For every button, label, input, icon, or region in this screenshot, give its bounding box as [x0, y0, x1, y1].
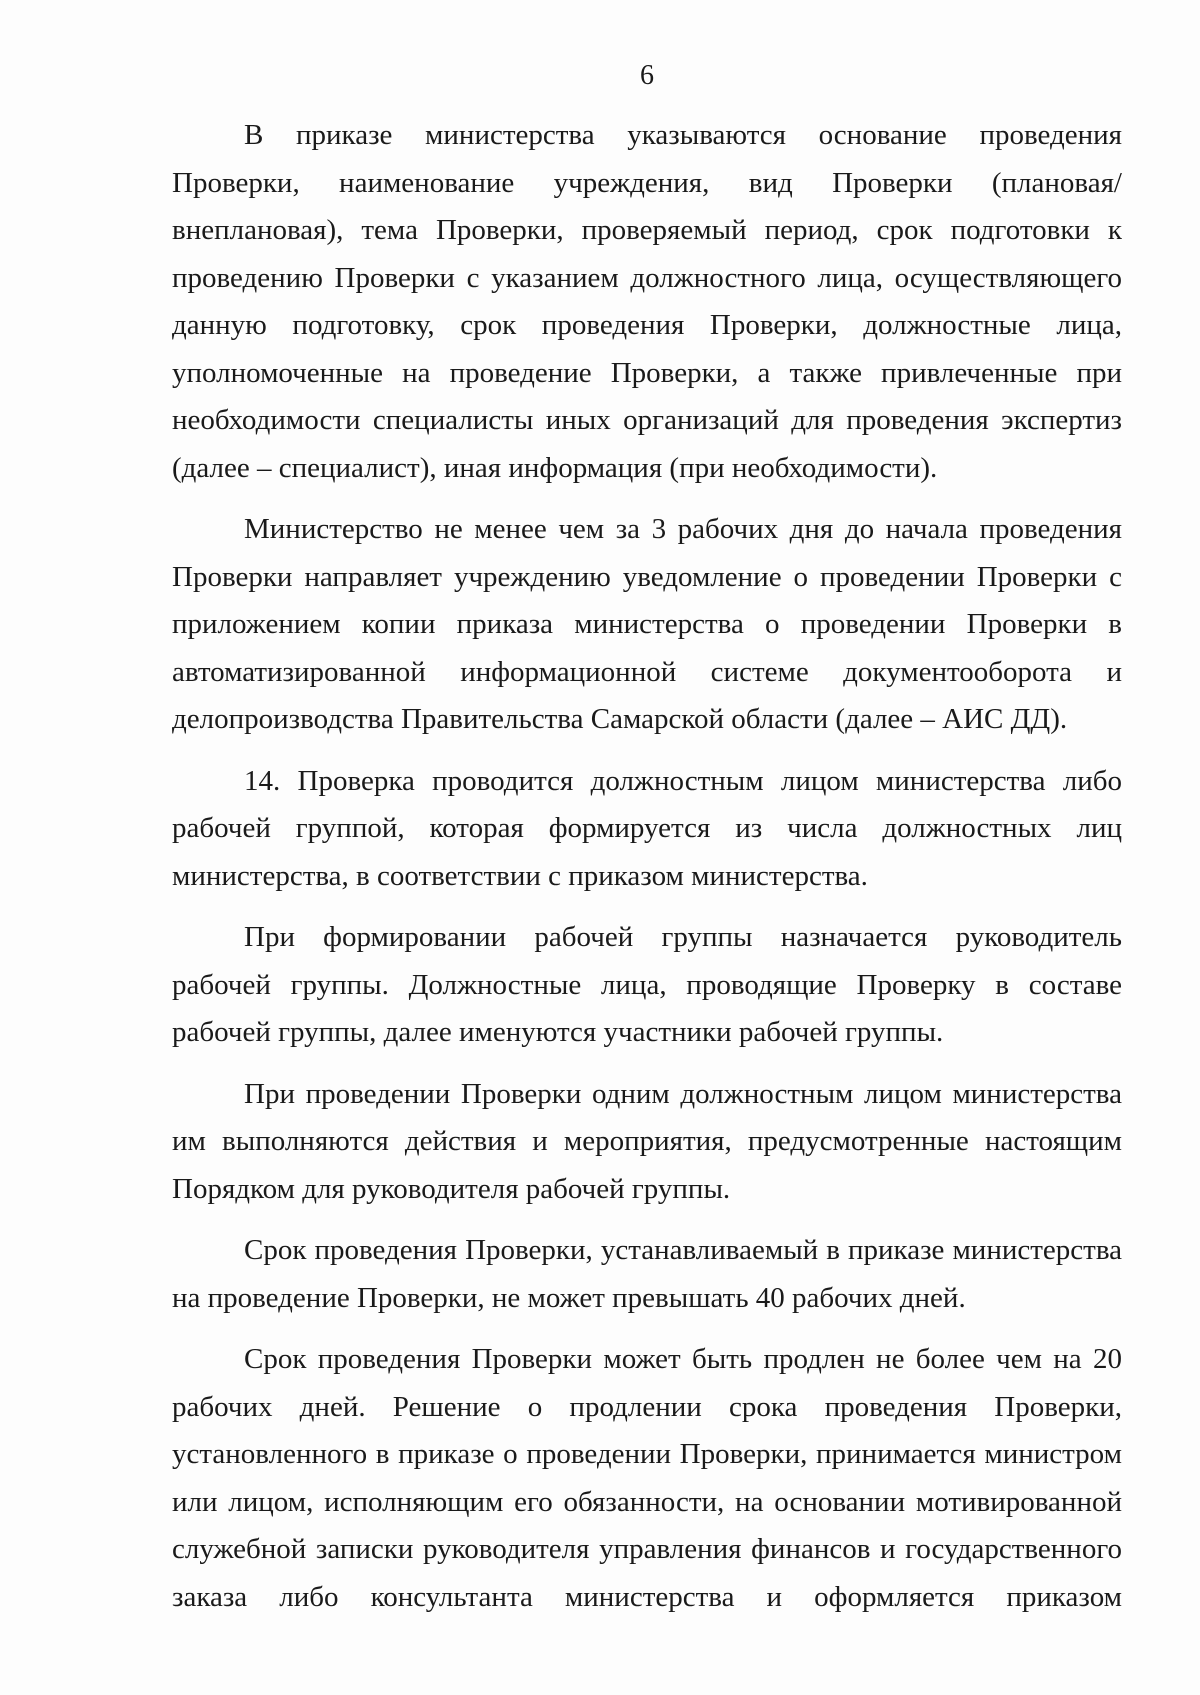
document-body: [172, 112, 1122, 1621]
paragraph-single-official: При проведении Проверки одним должностным лицом министерства им выполняются действия и мероприятия, предусмотренные настоящим Порядком для руководителя рабочей группы.: [172, 1077, 1122, 1205]
paragraph-working-group: При формировании рабочей группы назначается руководитель рабочей группы. Должностные лица, проводящие Проверку в составе рабочей группы, далее именуются участники рабочей группы.: [172, 921, 1122, 1048]
paragraph-order-contents: В приказе министерства указываются основание проведения Проверки, наименование учреждения, вид Проверки (плановая/внеплановая), тема Проверки, проверяемый период, срок подготовки к проведению Проверки с указанием должностного лица, осуществляющего данную подготовку, срок проведения Проверки, должностные лица, уполномоченные на проведение Проверки, а также привлеченные при необходимости специалисты иных организаций для проведения экспертиз (далее – специалист), иная информация (при необходимости).: [172, 119, 1122, 484]
paragraph-term-extension: Срок проведения Проверки может быть продлен не более чем на 20 рабочих дней. Решение о продлении срока проведения Проверки, установленного в приказе о проведении Проверки, принимается министром или лицом, исполняющим его обязанности, на основании мотивированной служебной записки руководителя управления финансов и государственного заказа либо консультанта министерства и оформляется приказом: [172, 1343, 1122, 1613]
paragraph-item-14: 14. Проверка проводится должностным лицом министерства либо рабочей группой, которая формируется из числа должностных лиц министерства, в соответствии с приказом министерства.: [172, 764, 1122, 892]
paragraph-notification: Министерство не менее чем за 3 рабочих дня до начала проведения Проверки направляет учреждению уведомление о проведении Проверки с приложением копии приказа министерства о проведении Проверки в автоматизированной информационной системе документооборота и делопроизводства Правительства Самарской области (далее – АИС ДД).: [172, 513, 1122, 735]
paragraph-inspection-term: Срок проведения Проверки, устанавливаемый в приказе министерства на проведение Проверки, не может превышать 40 рабочих дней.: [172, 1234, 1122, 1314]
page-number: 6: [640, 60, 654, 91]
